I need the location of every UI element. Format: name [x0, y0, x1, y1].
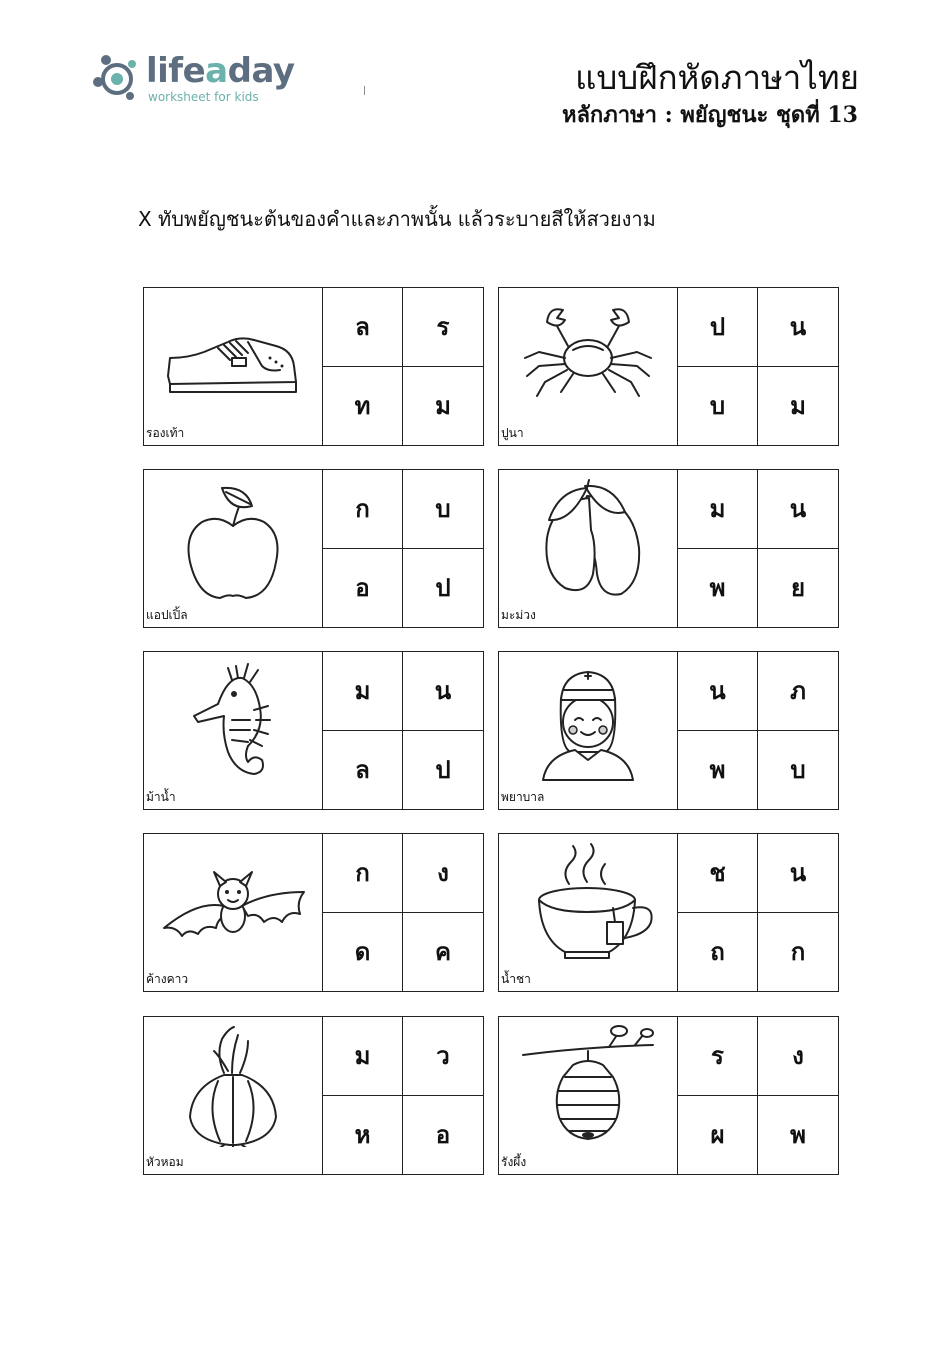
letter-grid [323, 288, 483, 445]
letter-grid [678, 288, 838, 445]
picture-box [144, 652, 323, 809]
letter-option[interactable]: น [758, 470, 838, 549]
apple-icon [158, 478, 308, 600]
letter-grid [323, 470, 483, 627]
letter-option[interactable]: ห [323, 1096, 403, 1175]
letter-option[interactable]: น [758, 834, 838, 913]
letter-option[interactable]: ล [323, 288, 403, 367]
card-word: พยาบาล [501, 790, 545, 804]
letter-grid [323, 1017, 483, 1174]
exercise-card-onion [143, 1016, 484, 1175]
card-word: ม้าน้ำ [146, 790, 176, 804]
letter-option[interactable]: บ [678, 367, 758, 446]
card-word: ปูนา [501, 426, 524, 440]
instruction-text: X ทับพยัญชนะต้นของคำและภาพนั้น แล้วระบายสีให้สวยงาม [138, 207, 656, 231]
letter-option[interactable]: ด [323, 913, 403, 992]
shoe-icon [158, 296, 308, 418]
letter-option[interactable]: ร [678, 1017, 758, 1096]
letter-option[interactable]: ม [323, 652, 403, 731]
letter-grid [678, 1017, 838, 1174]
letter-grid [678, 834, 838, 991]
letter-option[interactable]: น [758, 288, 838, 367]
letter-option[interactable]: ท [323, 367, 403, 446]
picture-box [144, 834, 323, 991]
letter-option[interactable]: ป [678, 288, 758, 367]
letter-option[interactable]: ย [790, 574, 806, 603]
letter-option[interactable]: ม [790, 392, 806, 421]
letter-option[interactable]: ค [434, 938, 452, 967]
card-word: น้ำชา [501, 972, 531, 986]
logo-molecule-icon [92, 52, 142, 102]
crab-icon [513, 296, 663, 418]
letter-option[interactable]: น [678, 652, 758, 731]
letter-option[interactable]: ช [678, 834, 758, 913]
card-word: รองเท้า [146, 426, 185, 440]
letter-option[interactable]: ก [323, 470, 403, 549]
nurse-icon [513, 660, 663, 782]
letter-option[interactable]: ผ [678, 1096, 758, 1175]
letter-option[interactable]: บ [790, 756, 806, 785]
letter-option[interactable]: ม [323, 1017, 403, 1096]
exercise-card-crab [498, 287, 839, 446]
letter-option[interactable]: ง [758, 1017, 838, 1096]
lifeaday-logo [92, 50, 322, 110]
letter-option[interactable]: ว [403, 1017, 483, 1096]
letter-option[interactable]: ก [323, 834, 403, 913]
exercise-card-tea [498, 833, 839, 992]
exercise-card-bat [143, 833, 484, 992]
divider-mark [364, 86, 365, 95]
letter-grid [323, 834, 483, 991]
card-word: มะม่วง [501, 608, 536, 622]
card-word: หัวหอม [146, 1155, 184, 1169]
page-title: แบบฝึกหัดภาษาไทย [575, 58, 859, 97]
letter-option[interactable]: ล [323, 731, 403, 810]
beehive-icon [513, 1025, 663, 1147]
letter-option[interactable]: พ [790, 1121, 806, 1150]
mango-icon [513, 478, 663, 600]
letter-option[interactable]: ร [403, 288, 483, 367]
logo-tagline: worksheet for kids [148, 90, 259, 104]
exercise-card-shoe [143, 287, 484, 446]
letter-option[interactable]: ป [435, 756, 451, 785]
picture-box [144, 470, 323, 627]
letter-option[interactable]: อ [323, 549, 403, 628]
exercise-card-seahorse [143, 651, 484, 810]
letter-grid [678, 652, 838, 809]
exercise-card-mango [498, 469, 839, 628]
letter-option[interactable]: ม [435, 392, 451, 421]
picture-box [499, 652, 678, 809]
letter-grid [678, 470, 838, 627]
letter-option[interactable]: ป [435, 574, 451, 603]
letter-option[interactable]: พ [678, 731, 758, 810]
picture-box [499, 470, 678, 627]
letter-option[interactable]: ถ [678, 913, 758, 992]
exercise-card-apple [143, 469, 484, 628]
card-word: รังผึ้ง [501, 1155, 527, 1169]
picture-box [499, 834, 678, 991]
card-word: แอปเปิ้ล [146, 608, 188, 622]
letter-option[interactable]: พ [678, 549, 758, 628]
letter-option[interactable]: ก [790, 938, 806, 967]
onion-icon [158, 1025, 308, 1147]
bat-icon [158, 842, 308, 964]
letter-option[interactable]: ภ [758, 652, 838, 731]
letter-option[interactable]: ง [403, 834, 483, 913]
picture-box [499, 288, 678, 445]
letter-option[interactable]: อ [435, 1121, 451, 1150]
letter-option[interactable]: ม [678, 470, 758, 549]
page-subtitle: หลักภาษา : พยัญชนะ ชุดที่ 13 [561, 102, 858, 128]
exercise-card-nurse [498, 651, 839, 810]
logo-wordmark: lifeaday [146, 51, 295, 91]
letter-grid [323, 652, 483, 809]
letter-option[interactable]: บ [403, 470, 483, 549]
seahorse-icon [158, 660, 308, 782]
picture-box [144, 288, 323, 445]
card-word: ค้างคาว [146, 972, 189, 986]
exercise-card-beehive [498, 1016, 839, 1175]
picture-box [499, 1017, 678, 1174]
tea-cup-icon [513, 842, 663, 964]
letter-option[interactable]: น [403, 652, 483, 731]
picture-box [144, 1017, 323, 1174]
